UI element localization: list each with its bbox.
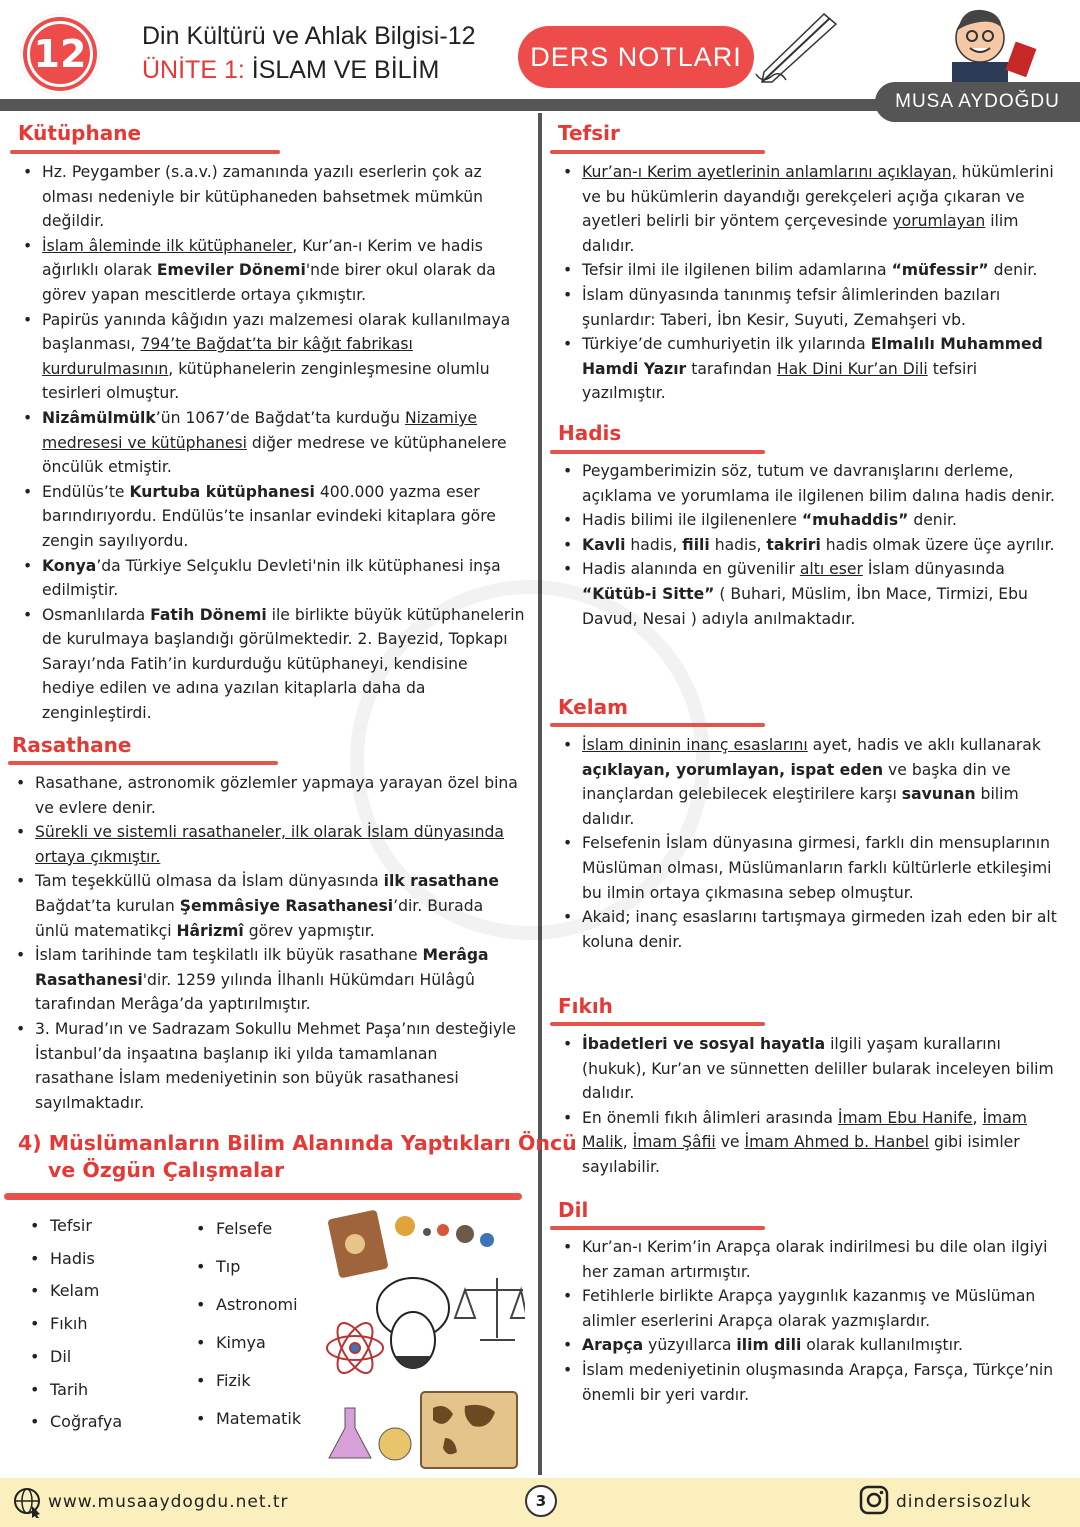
fikih-item: • En önemli fıkıh âlimleri arasında İmam Ebu Hanife, İmam Malik, İmam Şâfii ve İmam Ahmed b. Hanbel gibi isimler sayılabilir. [560, 1106, 1065, 1180]
tefsir-item: • İslam dünyasında tanınmış tefsir âlimlerinden bazıları şunlardır: Taberi, İbn Kesir, Suyuti, Zemahşeri vb. [560, 283, 1065, 332]
science-field-item: • Coğrafya [28, 1406, 122, 1439]
rasathane-item: • Tam teşekküllü olmasa da İslam dünyasında ilk rasathane Bağdat’ta kurulan Şemmâsiye Rasathanesi’dir. Burada ünlü matematikçi Hârizmî görev yapmıştır. [13, 869, 518, 943]
science-field-item: • Kelam [28, 1275, 122, 1308]
unit-title [142, 56, 439, 85]
science-field-item: • Hadis [28, 1243, 122, 1276]
section-underline [550, 723, 765, 727]
tefsir-list [560, 160, 1065, 406]
section-underline [550, 1022, 765, 1026]
author-avatar [930, 4, 1050, 84]
section-underline [550, 450, 765, 454]
hadis-item: • Peygamberimizin söz, tutum ve davranışlarını derleme, açıklama ve yorumlama ile ilgilenen bilim dalına hadis denir. [560, 459, 1060, 508]
kutuphane-item: • Konya’da Türkiye Selçuklu Devleti'nin ilk kütüphanesi inşa edilmiştir. [20, 554, 525, 603]
kutuphane-item: • Endülüs’te Kurtuba kütüphanesi 400.000 yazma eser barındırıyordu. Endülüs’te insanlar evindeki kitaplara göre zengin sayılıyordu. [20, 480, 525, 554]
page-number: 3 [525, 1485, 557, 1517]
kutuphane-item: • Papirüs yanında kâğıdın yazı malzemesi olarak kullanılmaya başlanması, 794’te Bağdat’ta bir kâğıt fabrikası kurdurulmasının, kütüphanelerin zenginleşmesine olumlu tesirleri olmuştur. [20, 308, 525, 406]
tefsir-item: • Kur’an-ı Kerim ayetlerinin anlamlarını açıklayan, hükümlerini ve bu hükümlerin dayandığı gerekçeleri açığa çıkaran ve ayetleri belirli bir yöntem çerçevesinde yorumlayan ilim dalıdır. [560, 160, 1065, 258]
section-4-heading-line2: ve Özgün Çalışmalar [48, 1158, 285, 1182]
section-title-rasathane: Rasathane [12, 733, 132, 757]
section-4-underline [4, 1193, 522, 1200]
book-icon [327, 1209, 388, 1278]
hadis-list [560, 459, 1060, 631]
author-name: MUSA AYDOĞDU [875, 82, 1080, 122]
hadis-item: • Kavli hadis, fiili hadis, takriri hadis olmak üzere üçe ayrılır. [560, 533, 1060, 558]
scale-icon [455, 1278, 525, 1340]
scholar-portrait-icon [377, 1278, 449, 1369]
kutuphane-item: • Osmanlılarda Fatih Dönemi ile birlikte büyük kütüphanelerin de kurulmaya başlandığı görülmektedir. 2. Bayezid, Topkapı Sarayı’nda Fatih’in kurdurduğu kütüphaneyi, kendisine hediye edilen ve adına yazılan kitaplarla daha da zenginleştirdi. [20, 603, 525, 726]
dil-item: • Arapça yüzyıllarca ilim dili olarak kullanılmıştır. [560, 1333, 1065, 1358]
rasathane-item: • Rasathane, astronomik gözlemler yapmaya yarayan özel bina ve evlere denir. [13, 771, 518, 820]
section-title-kelam: Kelam [558, 695, 628, 719]
science-field-item: • Tarih [28, 1374, 122, 1407]
fikih-list [560, 1032, 1065, 1180]
kutuphane-item: • Nizâmülmülk’ün 1067’de Bağdat’ta kurduğu Nizamiye medresesi ve kütüphanesi diğer medrese ve kütüphanelere öncülük etmiştir. [20, 406, 525, 480]
dil-item: • Kur’an-ı Kerim’in Arapça olarak indirilmesi bu dile olan ilgiyi her zaman artırmıştır. [560, 1235, 1065, 1284]
science-field-item: • Kimya [194, 1324, 301, 1362]
science-field-item: • Matematik [194, 1400, 301, 1438]
kutuphane-item: • Hz. Peygamber (s.a.v.) zamanında yazılı eserlerin çok az olması nedeniyle bir kütüphaneden bahsetmek mümkün değildir. [20, 160, 525, 234]
dil-item: • İslam medeniyetinin oluşmasında Arapça, Farsça, Türkçe’nin önemli bir yeri vardır. [560, 1358, 1065, 1407]
science-list-2 [194, 1210, 301, 1438]
kelam-item: • Akaid; inanç esaslarını tartışmaya girmeden izah eden bir alt koluna denir. [560, 905, 1065, 954]
unit-badge-number: 12 [27, 21, 93, 87]
section-title-dil: Dil [558, 1198, 589, 1222]
section-underline [8, 761, 278, 765]
rasathane-list [13, 771, 518, 1115]
tefsir-item: • Tefsir ilmi ile ilgilenen bilim adamlarına “müfessir” denir. [560, 258, 1065, 283]
website-link[interactable]: www.musaaydogdu.net.tr [48, 1492, 289, 1512]
section-underline [550, 1226, 765, 1230]
science-field-item: • Astronomi [194, 1286, 301, 1324]
rasathane-item: • 3. Murad’ın ve Sadrazam Sokullu Mehmet Paşa’nın desteğiyle İstanbul’da inşaatına başlanıp iki yılda tamamlanan rasathane İslam medeniyetinin son büyük rasathanesi sayılmaktadır. [13, 1017, 518, 1115]
rasathane-item: • Sürekli ve sistemli rasathaneler, ilk olarak İslam dünyasında ortaya çıkmıştır. [13, 820, 518, 869]
fikih-item: • İbadetleri ve sosyal hayatla ilgili yaşam kurallarını (hukuk), Kur’an ve sünnetten deliller bularak inceleyen bilim dalıdır. [560, 1032, 1065, 1106]
course-title: Din Kültürü ve Ahlak Bilgisi-12 [142, 22, 476, 50]
kutuphane-list [20, 160, 525, 726]
instagram-icon [858, 1484, 890, 1516]
tefsir-item: • Türkiye’de cumhuriyetin ilk yılarında Elmalılı Muhammed Hamdi Yazır tarafından Hak Dini Kur’an Dili tefsiri yazılmıştır. [560, 332, 1065, 406]
science-list-1 [28, 1210, 122, 1439]
section-4-heading-line1: 4) Müslümanların Bilim Alanında Yaptıkları Öncü [18, 1131, 577, 1155]
dil-item: • Fetihlerle birlikte Arapça yaygınlık kazanmış ve Müslüman alimler eserlerini Arapça olarak yazmışlardır. [560, 1284, 1065, 1333]
atom-icon [327, 1318, 383, 1378]
pen-icon [752, 10, 842, 90]
rasathane-item: • İslam tarihinde tam teşkilatlı ilk büyük rasathane Merâga Rasathanesi'dir. 1259 yılında İlhanlı Hükümdarı Hülâgû tarafından Merâga’da yaptırılmıştır. [13, 943, 518, 1017]
section-title-hadis: Hadis [558, 421, 622, 445]
science-field-item: • Fizik [194, 1362, 301, 1400]
flask-icon [329, 1408, 411, 1460]
science-illustrations [325, 1208, 525, 1478]
section-title-fikih: Fıkıh [558, 994, 613, 1018]
instagram-handle[interactable]: dindersisozluk [896, 1492, 1032, 1512]
ders-notlari-badge: DERS NOTLARI [518, 26, 754, 88]
unit-name: İSLAM VE BİLİM [251, 56, 440, 84]
section-title-tefsir: Tefsir [558, 121, 620, 145]
kelam-item: • İslam dininin inanç esaslarını ayet, hadis ve aklı kullanarak açıklayan, yorumlayan, ispat eden ve başka din ve inançlardan gelebilecek eleştirilere karşı savunan bilim dalıdır. [560, 733, 1065, 831]
science-field-item: • Fıkıh [28, 1308, 122, 1341]
unit-prefix: ÜNİTE 1: [142, 56, 245, 84]
science-field-item: • Dil [28, 1341, 122, 1374]
dil-list [560, 1235, 1065, 1407]
science-field-item: • Tefsir [28, 1210, 122, 1243]
kelam-list [560, 733, 1065, 954]
section-underline [550, 150, 765, 154]
kelam-item: • Felsefenin İslam dünyasına girmesi, farklı din mensuplarının Müslüman olması, Müslümanların farklı kültürlerle etkileşimi bu ilmin ortaya çıkmasına sebep olmuştur. [560, 831, 1065, 905]
section-title-kutuphane: Kütüphane [18, 121, 142, 145]
hadis-item: • Hadis bilimi ile ilgilenenlere “muhaddis” denir. [560, 508, 1060, 533]
science-field-item: • Tıp [194, 1248, 301, 1286]
globe-icon [12, 1486, 44, 1518]
section-underline [10, 150, 280, 154]
kutuphane-item: • İslam âleminde ilk kütüphaneler, Kur’an-ı Kerim ve hadis ağırlıklı olarak Emeviler Dönemi'nde birer okul olarak da görev yapan mescitlerde ortaya çıkmıştır. [20, 234, 525, 308]
planets-icon [395, 1216, 494, 1247]
world-map-icon [421, 1392, 517, 1468]
science-field-item: • Felsefe [194, 1210, 301, 1248]
section-4-heading [18, 1130, 577, 1184]
hadis-item: • Hadis alanında en güvenilir altı eser İslam dünyasında “Kütüb-i Sitte” ( Buhari, Müslim, İbn Mace, Tirmizi, Ebu Davud, Nesai ) adıyla anılmaktadır. [560, 557, 1060, 631]
